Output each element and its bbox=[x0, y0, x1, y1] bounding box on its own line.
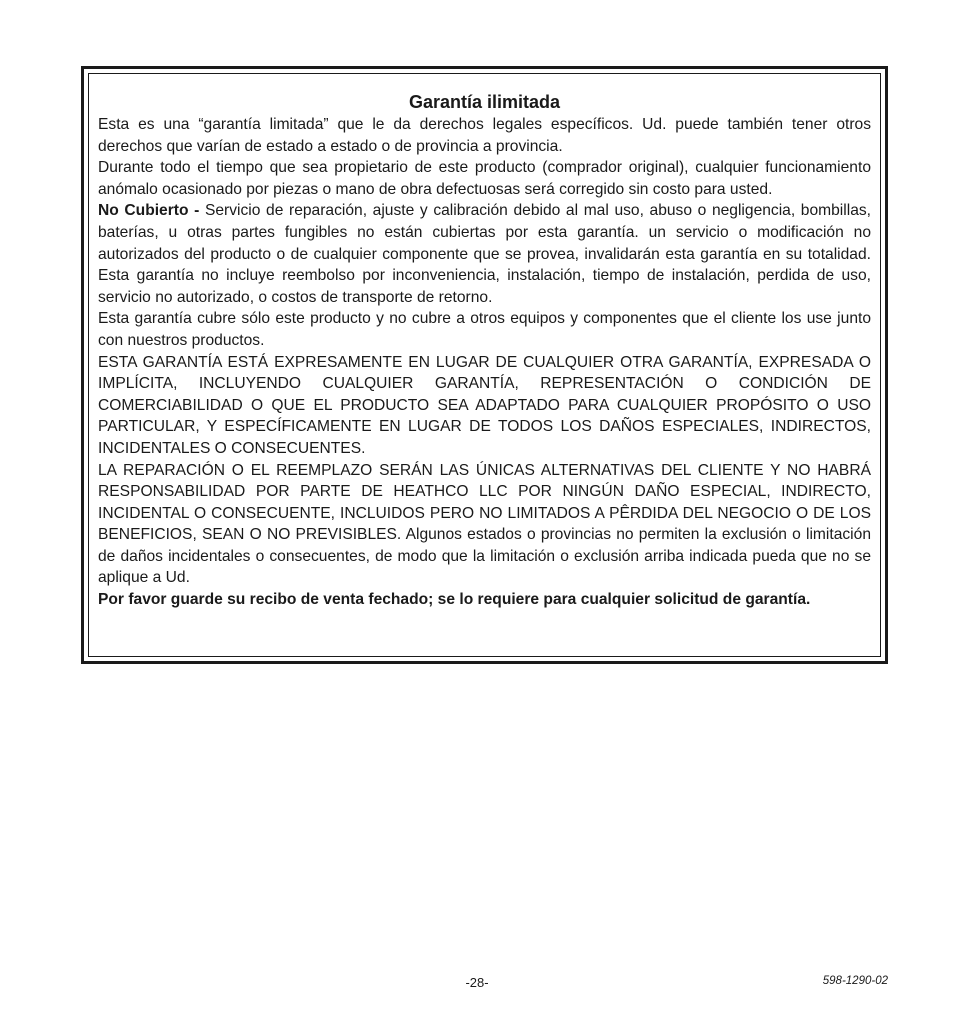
warranty-disclaimer-paragraph: ESTA GARANTÍA ESTÁ EXPRESAMENTE EN LUGAR DE CUALQUIER OTRA GARANTÍA, EXPRESADA O IMPLÍCITA, INCLUYENDO CUALQUIER GARANTÍA, REPRESENTACIÓN O CONDICIÓN DE COMERCIABILIDAD O QUE EL PRODUCTO SEA ADAPTADO PARA CUALQUIER PROPÓSITO O USO PARTICULAR, Y ESPECÍFICAMENTE EN LUGAR DE TODOS LOS DAÑOS ESPECIALES, INDIRECTOS, INCIDENTALES O CONSECUENTES. bbox=[98, 353, 871, 457]
warranty-box-inner bbox=[88, 73, 881, 657]
not-covered-label: No Cubierto - bbox=[98, 202, 200, 220]
warranty-coverage-paragraph: Durante todo el tiempo que sea propietario de este producto (comprador original), cualquier funcionamiento anómalo ocasionado por piezas o mano de obra defectuosas será corregido sin costo para usted. bbox=[98, 159, 871, 198]
warranty-title: Garantía ilimitada bbox=[408, 92, 561, 112]
warranty-box bbox=[81, 66, 888, 664]
warranty-scope-paragraph: Esta garantía cubre sólo este producto y no cubre a otros equipos y componentes que el cliente los use junto con nuestros productos. bbox=[98, 310, 871, 349]
page-number: -28- bbox=[465, 975, 489, 990]
warranty-not-covered-paragraph bbox=[98, 200, 871, 308]
warranty-intro-paragraph: Esta es una “garantía limitada” que le da derechos legales específicos. Ud. puede también tener otros derechos que varían de estado a estado o de provincia a provincia. bbox=[98, 116, 871, 155]
not-covered-text: Servicio de reparación, ajuste y calibración debido al mal uso, abuso o negligencia, bombillas, baterías, u otras partes fungibles no están cubiertas por esta garantía. un servicio o modificación no autorizados del producto o de cualquier componente que se provea, invalidarán esta garantía en su totalidad. Esta garantía no incluye reembolso por inconveniencia, instalación, tiempo de instalación, perdida de uso, servicio no autorizado, o costos de transporte de retorno. bbox=[98, 202, 872, 306]
document-code: 598-1290-02 bbox=[822, 975, 888, 987]
warranty-liability-paragraph: LA REPARACIÓN O EL REEMPLAZO SERÁN LAS ÚNICAS ALTERNATIVAS DEL CLIENTE Y NO HABRÁ RESPONSABILIDAD POR PARTE DE HEATHCO LLC POR NINGÚN DAÑO ESPECIAL, INDIRECTO, INCIDENTAL O CONSECUENTE, INCLUIDOS PERO NO LIMITADOS A PÊRDIDA DEL NEGOCIO O DE LOS BENEFICIOS, SEAN O NO PREVISIBLES. Algunos estados o provincias no permiten la exclusión o limitación de daños incidentales o consecuentes, de modo que la limitación o exclusión arriba indicada pueda que no se aplique a Ud. bbox=[98, 461, 871, 587]
warranty-receipt-paragraph: Por favor guarde su recibo de venta fechado; se lo requiere para cualquier solicitud de garantía. bbox=[98, 591, 811, 609]
